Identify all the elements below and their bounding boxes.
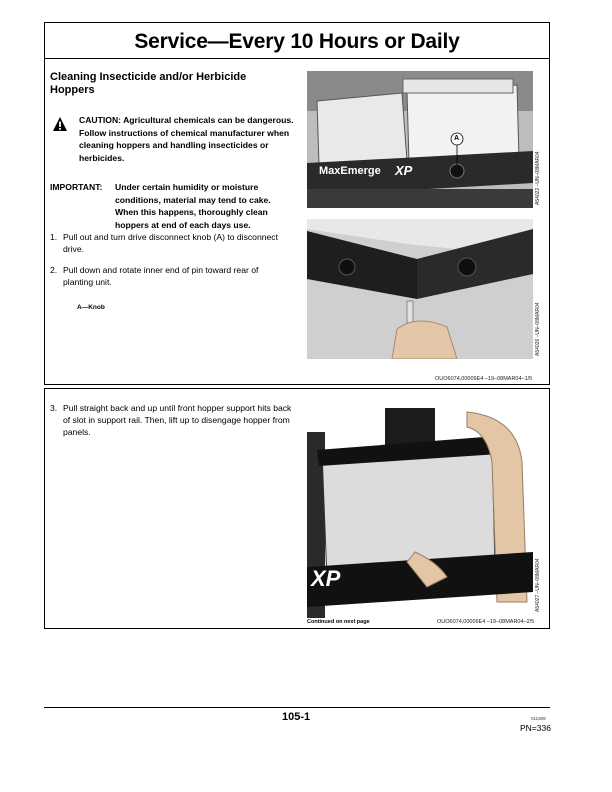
- important-label: IMPORTANT:: [50, 182, 103, 192]
- date-code: 011309: [531, 716, 546, 721]
- section1-right: [549, 58, 550, 384]
- page-number: 105-1: [282, 711, 311, 723]
- section1-bottom: [44, 384, 550, 385]
- step-2: [50, 264, 290, 290]
- ref-code-2: OUO6074,00009E4 –19–08MAR04–2/5: [437, 619, 535, 625]
- brand-label: MaxEmerge: [319, 165, 381, 177]
- photo1-caption: A54022 –UN–08MAR04: [535, 151, 541, 205]
- section-heading: Cleaning Insecticide and/or Herbicide Hoppers: [50, 71, 247, 96]
- lift-hopper-illustration: [307, 402, 533, 618]
- title-rule: [44, 58, 550, 59]
- caution-text: CAUTION: Agricultural chemicals can be dangerous. Follow instructions of chemical manufacturer when cleaning hoppers and handling insecticides or herbicides.: [79, 115, 294, 163]
- section2-left: [44, 388, 45, 628]
- section2-right: [549, 388, 550, 628]
- callout-a: A: [454, 135, 460, 142]
- knob-illustration: [307, 219, 533, 359]
- step-text: Pull out and turn drive disconnect knob (A) to disconnect drive.: [63, 232, 278, 254]
- section2-top: [44, 388, 550, 389]
- photo3-caption: A54027 –UN–08MAR04: [535, 558, 541, 612]
- photo2-caption: A54026 –UN–08MAR04: [535, 302, 541, 356]
- step-number: 3.: [50, 403, 58, 413]
- pn-label: PN=336: [520, 723, 551, 733]
- lift-hopper-photo: [307, 402, 533, 618]
- footer-rule: [44, 707, 550, 708]
- legend-knob: A—Knob: [77, 304, 105, 311]
- page-title: Service—Every 10 Hours or Daily: [134, 30, 460, 53]
- step-number: 2.: [50, 265, 58, 275]
- section2-bottom: [44, 628, 550, 629]
- knob-photo: [307, 219, 533, 359]
- section1-left: [44, 58, 45, 384]
- step-text: Pull down and rotate inner end of pin toward rear of planting unit.: [63, 265, 259, 287]
- step-3: [50, 402, 300, 442]
- step-1: [50, 231, 290, 257]
- step-text: Pull straight back and up until front hopper support hits back of slot in support rail. Then, lift up to disengage hopper from panels.: [63, 403, 292, 437]
- brand-label-xp: XP: [395, 163, 413, 178]
- xp-brand-label: XP: [311, 566, 341, 591]
- hopper-photo: [307, 71, 533, 208]
- top-rule: [44, 22, 550, 23]
- step-number: 1.: [50, 232, 58, 242]
- ref-code-1: OUO6074,00009E4 –19–08MAR04–1/5: [435, 376, 533, 382]
- hopper-illustration: [307, 71, 533, 208]
- important-text: Under certain humidity or moisture conditions, material may tend to cake. When this happens, thoroughly clean hoppers at end of each days use.: [115, 182, 271, 230]
- warning-triangle-icon: [52, 116, 68, 132]
- continued-note: Continued on next page: [307, 619, 370, 625]
